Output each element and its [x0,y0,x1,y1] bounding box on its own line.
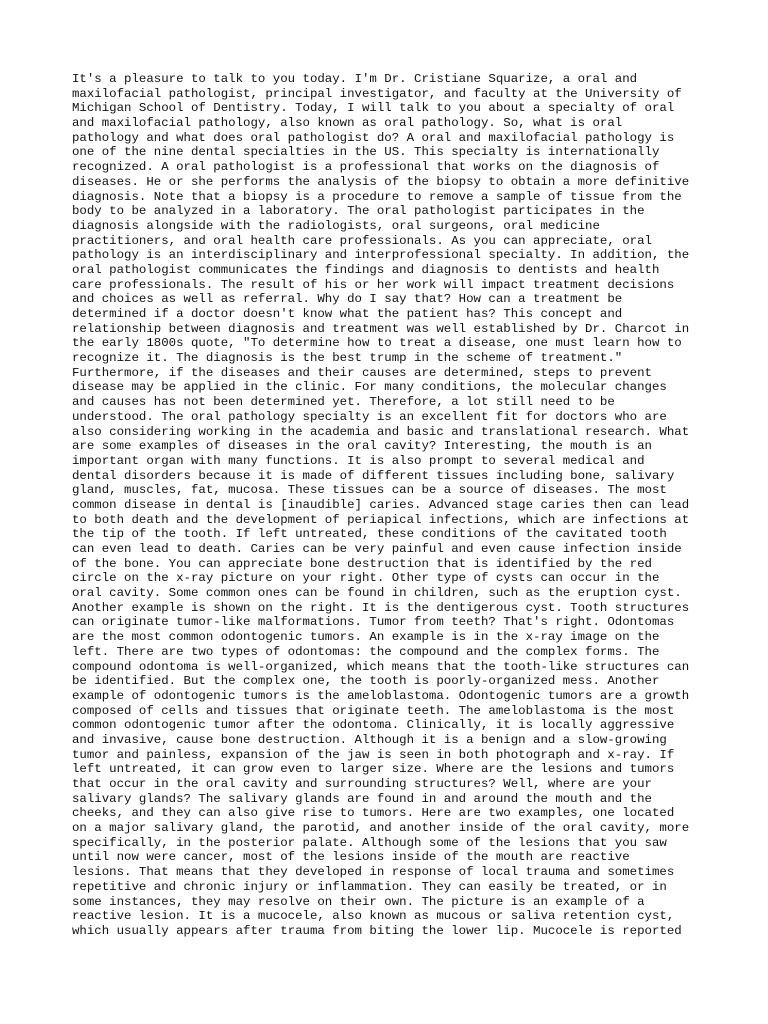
text-line: diseases. He or she performs the analysis of the biopsy to obtain a more definitive [72,174,690,189]
text-line: pathology is an interdisciplinary and interprofessional specialty. In addition, the [72,248,690,263]
text-line: important organ with many functions. It is also prompt to several medical and [72,453,645,468]
text-line: care professionals. The result of his or her work will impact treatment decisions [72,277,675,292]
text-line: circle on the x-ray picture on your right. Other type of cysts can occur in the [72,571,660,586]
text-line: and choices as well as referral. Why do I say that? How can a treatment be [72,292,623,307]
text-line: that occur in the oral cavity and surrounding structures? Well, where are your [72,777,652,791]
text-line: recognize it. The diagnosis is the best trump in the scheme of treatment." [72,351,623,366]
text-line: also considering working in the academia and basic and translational research. What [72,424,690,439]
text-line: recognized. A oral pathologist is a professional that works on the diagnosis of [72,160,660,175]
text-line: Michigan School of Dentistry. Today, I will talk to you about a specialty of oral [72,101,675,116]
text-line: until now were cancer, most of the lesions inside of the mouth are reactive [72,850,630,865]
text-line: repetitive and chronic injury or inflammation. They can easily be treated, or in [72,879,667,894]
text-line: of the bone. You can appreciate bone destruction that is identified by the red [72,556,652,571]
text-line: common disease in dental is [inaudible] caries. Advanced stage caries then can lead [72,497,690,512]
text-line: cheeks, and they can also give rise to tumors. Here are two examples, one located [72,806,675,821]
text-line: one of the nine dental specialties in the US. This specialty is internationally [72,145,660,160]
text-line: and causes has not been determined yet. Therefore, a lot still need to be [72,395,615,410]
text-line: to both death and the development of periapical infections, which are infections at [72,512,690,527]
text-line: Another example is shown on the right. It is the dentigerous cyst. Tooth structures [72,600,690,615]
text-line: pathology and what does oral pathologist do? A oral and maxilofacial pathology is [72,130,675,145]
document-page [72,72,702,939]
text-line: are some examples of diseases in the oral cavity? Interesting, the mouth is an [72,439,652,454]
text-line: oral cavity. Some common ones can be found in children, such as the eruption cyst. [72,586,682,601]
text-line: and maxilofacial pathology, also known as oral pathology. So, what is oral [72,116,623,131]
text-line: tumor and painless, expansion of the jaw is seen in both photograph and x-ray. If [72,747,675,762]
text-line: gland, muscles, fat, mucosa. These tissues can be a source of diseases. The most [72,483,667,498]
text-line: common odontogenic tumor after the odontoma. Clinically, it is locally aggressive [72,718,675,733]
text-line: body to be analyzed in a laboratory. The oral pathologist participates in the [72,204,645,219]
text-line: diagnosis. Note that a biopsy is a procedure to remove a sample of tissue from the [72,189,682,204]
text-line: are the most common odontogenic tumors. An example is in the x-ray image on the [72,630,660,645]
text-line: composed of cells and tissues that originate teeth. The ameloblastoma is the most [72,703,675,718]
text-line: It's a pleasure to talk to you today. I'm Dr. Cristiane Squarize, a oral and [72,72,638,86]
text-line: specifically, in the posterior palate. Although some of the lesions that you saw [72,835,667,850]
text-line: salivary glands? The salivary glands are found in and around the mouth and the [72,791,652,806]
text-line: practitioners, and oral health care professionals. As you can appreciate, oral [72,233,652,248]
text-line: oral pathologist communicates the findings and diagnosis to dentists and health [72,262,660,277]
text-line: compound odontoma is well-organized, which means that the tooth-like structures can [72,659,690,674]
text-line: the early 1800s quote, "To determine how to treat a disease, one must learn how to [72,336,682,351]
text-line: which usually appears after trauma from biting the lower lip. Mucocele is reported [72,923,682,938]
text-line: on a major salivary gland, the parotid, and another inside of the oral cavity, more [72,821,690,836]
text-line: can originate tumor-like malformations. Tumor from teeth? That's right. Odontomas [72,615,675,630]
text-line: relationship between diagnosis and treatment was well established by Dr. Charcot in [72,321,690,336]
text-line: be identified. But the complex one, the tooth is poorly-organized mess. Another [72,674,660,689]
text-line: maxilofacial pathologist, principal investigator, and faculty at the University of [72,86,682,101]
text-line: left untreated, it can grow even to larger size. Where are the lesions and tumors [72,762,675,777]
text-line: left. There are two types of odontomas: the compound and the complex forms. The [72,644,660,659]
text-line: diagnosis alongside with the radiologists, oral surgeons, oral medicine [72,218,600,233]
text-line: lesions. That means that they developed in response of local trauma and sometimes [72,865,675,880]
text-line: determined if a doctor doesn't know what the patient has? This concept and [72,307,623,321]
text-line: reactive lesion. It is a mucocele, also known as mucous or saliva retention cyst, [72,909,675,924]
text-line: Furthermore, if the diseases and their causes are determined, steps to prevent [72,365,652,380]
text-line: dental disorders because it is made of different tissues including bone, salivary [72,468,675,483]
text-line: and invasive, cause bone destruction. Although it is a benign and a slow-growing [72,732,667,747]
text-line: some instances, they may resolve on their own. The picture is an example of a [72,894,645,909]
text-line: disease may be applied in the clinic. For many conditions, the molecular changes [72,380,667,395]
text-line: example of odontogenic tumors is the ameloblastoma. Odontogenic tumors are a growth [72,688,690,703]
text-line: can even lead to death. Caries can be very painful and even cause infection inside [72,542,682,556]
text-line: the tip of the tooth. If left untreated, these conditions of the cavitated tooth [72,527,667,542]
text-line: understood. The oral pathology specialty is an excellent fit for doctors who are [72,409,667,424]
